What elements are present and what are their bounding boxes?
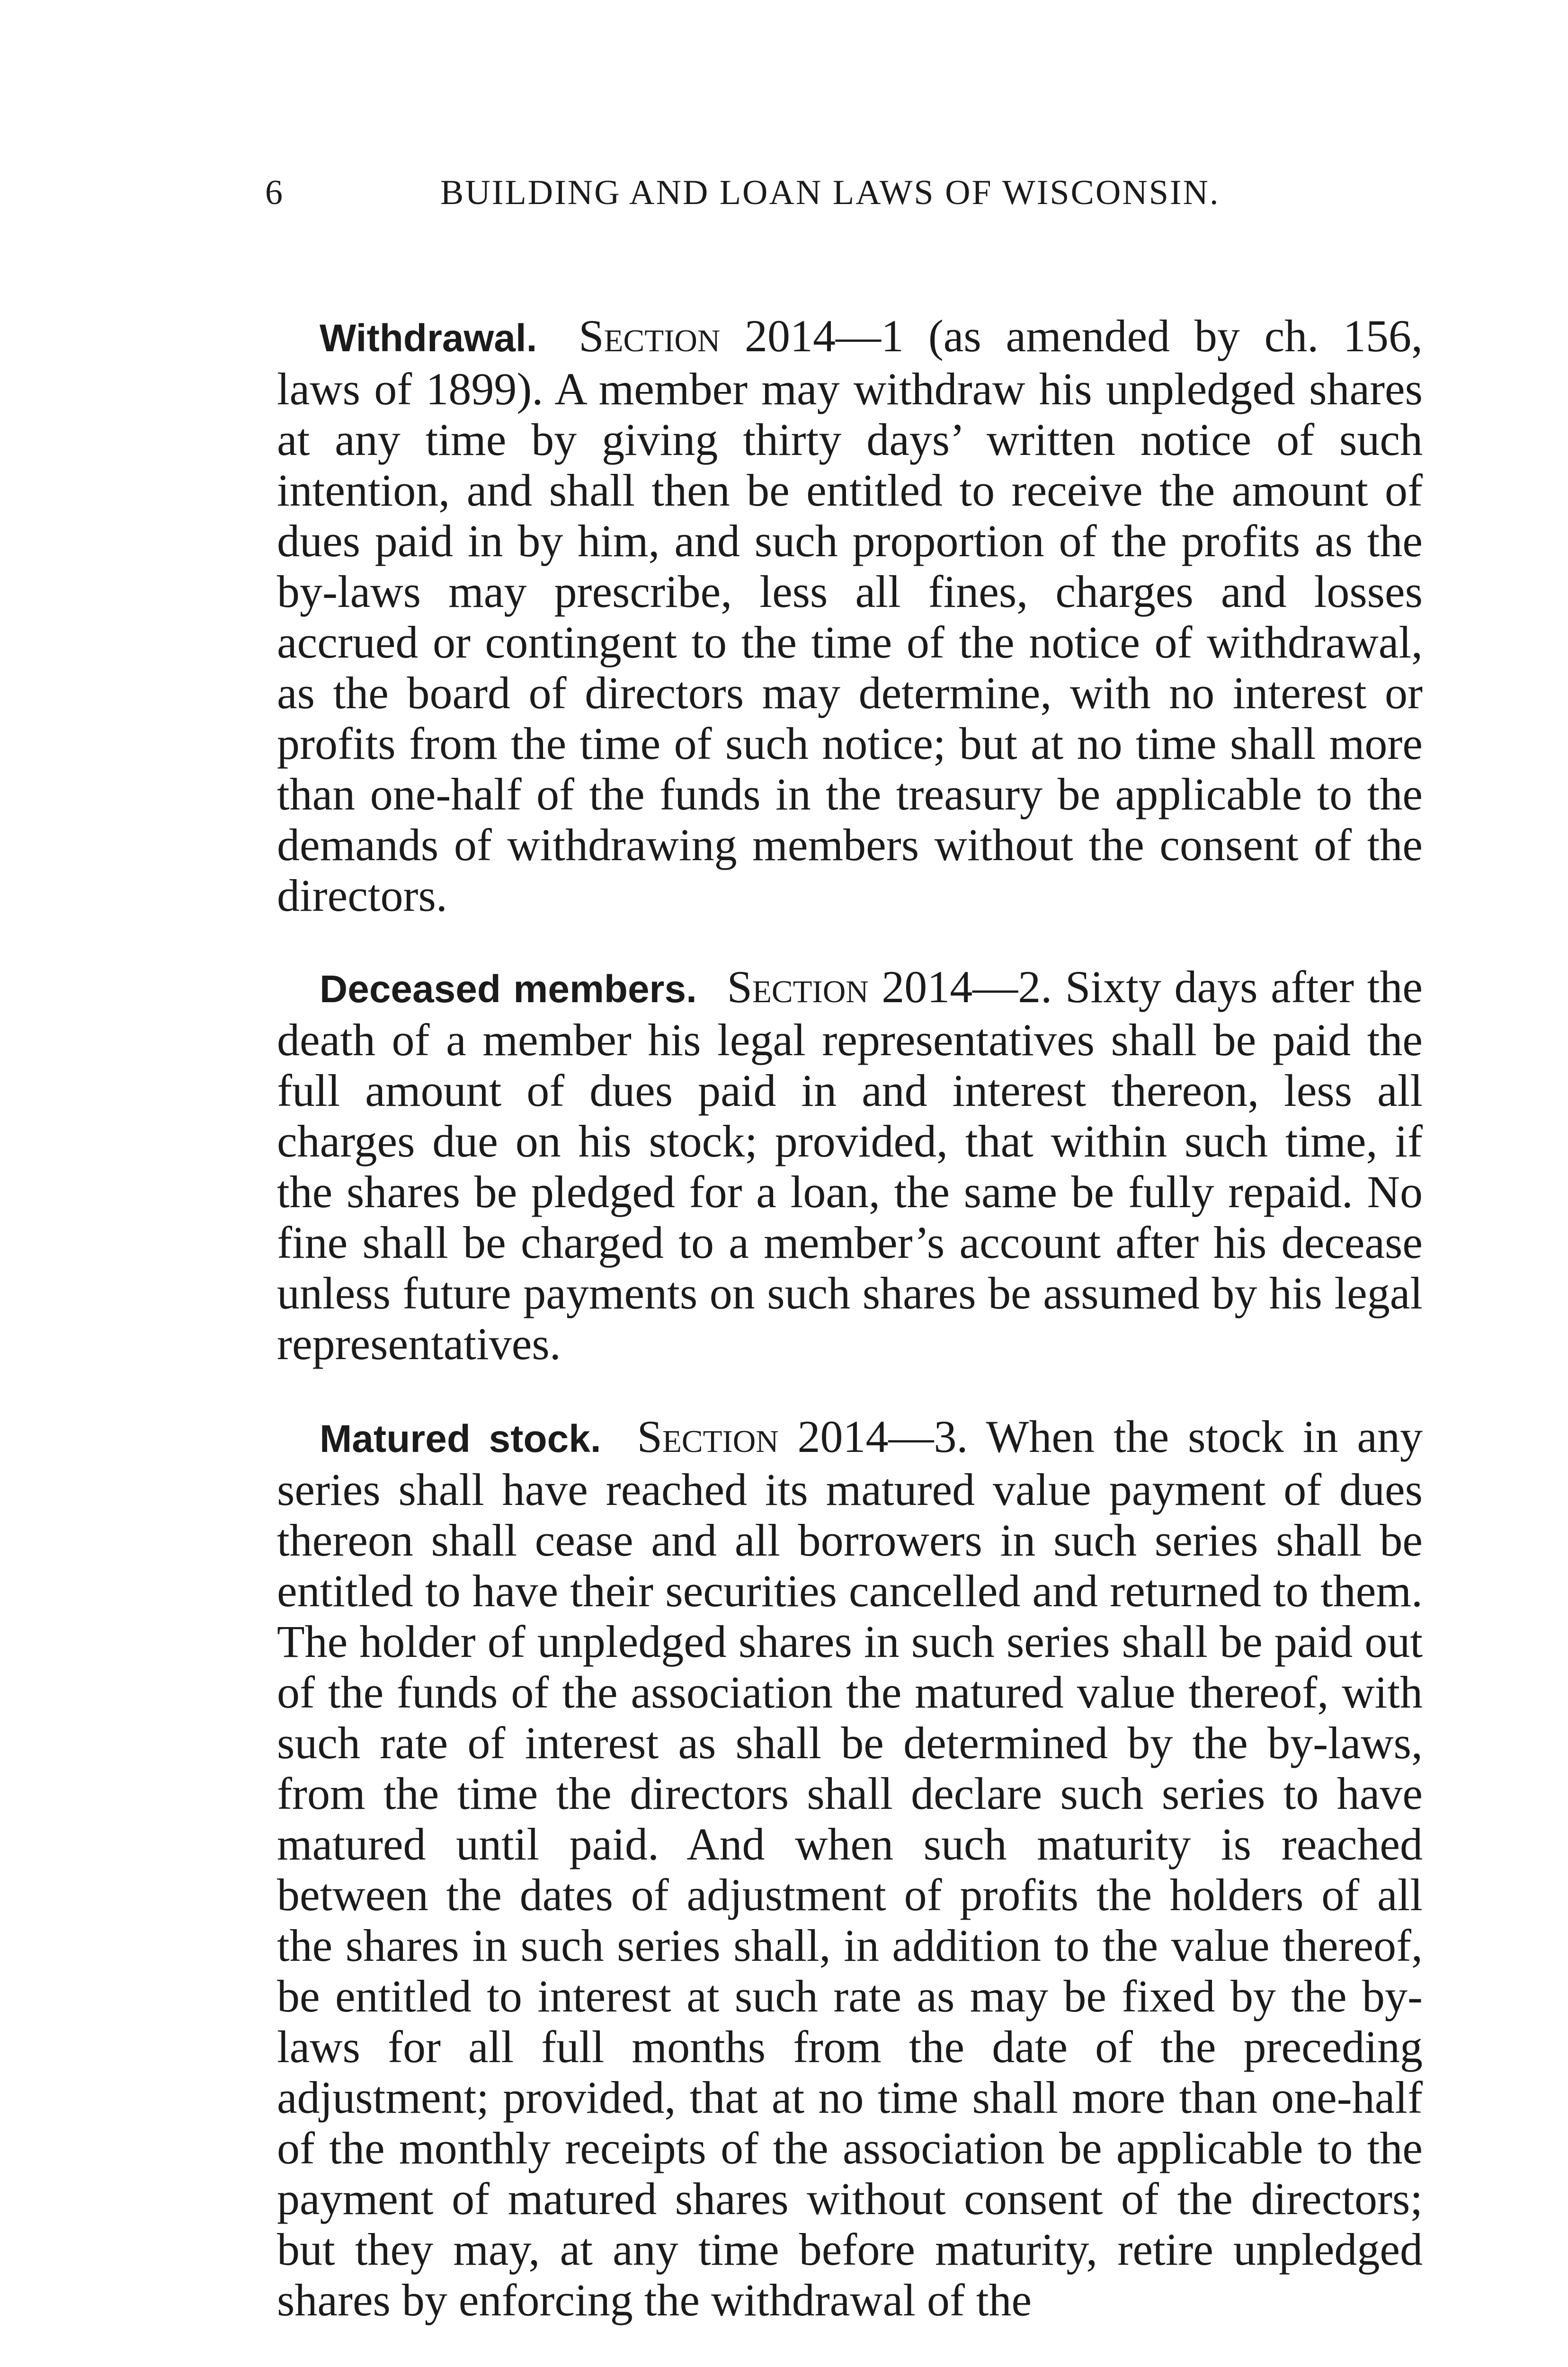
section-body: Sixty days after the death of a member his legal representatives shall be paid the full amount of dues paid in and interest thereon, less all charges due on his stock; provided, that within such time, if the shares be pledged for a loan, the same be fully repaid. No fine shall be charged to a member’s account after his decease unless future payments on such shares be assumed by his legal representatives. <box>277 961 1423 1369</box>
section-label: Section 2014—3. <box>637 1411 968 1462</box>
section-citation: (as amended by ch. 156, laws of 1899). <box>277 311 1423 414</box>
section-label: Section 2014—1 <box>579 311 904 361</box>
section-deceased-members <box>277 961 1423 1369</box>
section-heading: Deceased members. <box>320 968 697 1011</box>
running-head <box>265 171 1449 214</box>
section-label: Section 2014—2. <box>727 961 1052 1012</box>
section-heading: Matured stock. <box>320 1417 601 1460</box>
section-matured-stock <box>277 1411 1423 2325</box>
running-head-title: BUILDING AND LOAN LAWS OF WISCONSIN. <box>440 173 1220 212</box>
section-heading: Withdrawal. <box>320 317 537 360</box>
section-withdrawal <box>277 311 1423 921</box>
page-number: 6 <box>265 173 284 212</box>
section-body: A member may withdraw his unpledged shares at any time by giving thirty days’ written notice of such intention, and shall then be entitled to receive the amount of dues paid in by him, and such proportion of the profits as the by-laws may prescribe, less all fines, charges and losses accrued or contingent to the time of the notice of withdrawal, as the board of directors may determine, with no interest or profits from the time of such notice; but at no time shall more than one-half of the funds in the treasury be applicable to the demands of withdrawing members without the consent of the directors. <box>277 364 1423 921</box>
section-body: When the stock in any series shall have reached its matured value payment of dues thereon shall cease and all borrowers in such series shall be entitled to have their securities cancelled and returned to them. The holder of unpledged shares in such series shall be paid out of the funds of the association the matured value thereof, with such rate of interest as shall be determined by the by-laws, from the time the directors shall declare such series to have matured until paid. And when such maturity is reached between the dates of adjustment of profits the holders of all the shares in such series shall, in addition to the value thereof, be entitled to interest at such rate as may be fixed by the by-laws for all full months from the date of the preceding adjustment; provided, that at no time shall more than one-half of the monthly receipts of the association be applicable to the payment of matured shares without consent of the directors; but they may, at any time before maturity, retire unpledged shares by enforcing the withdrawal of the <box>277 1411 1423 2325</box>
